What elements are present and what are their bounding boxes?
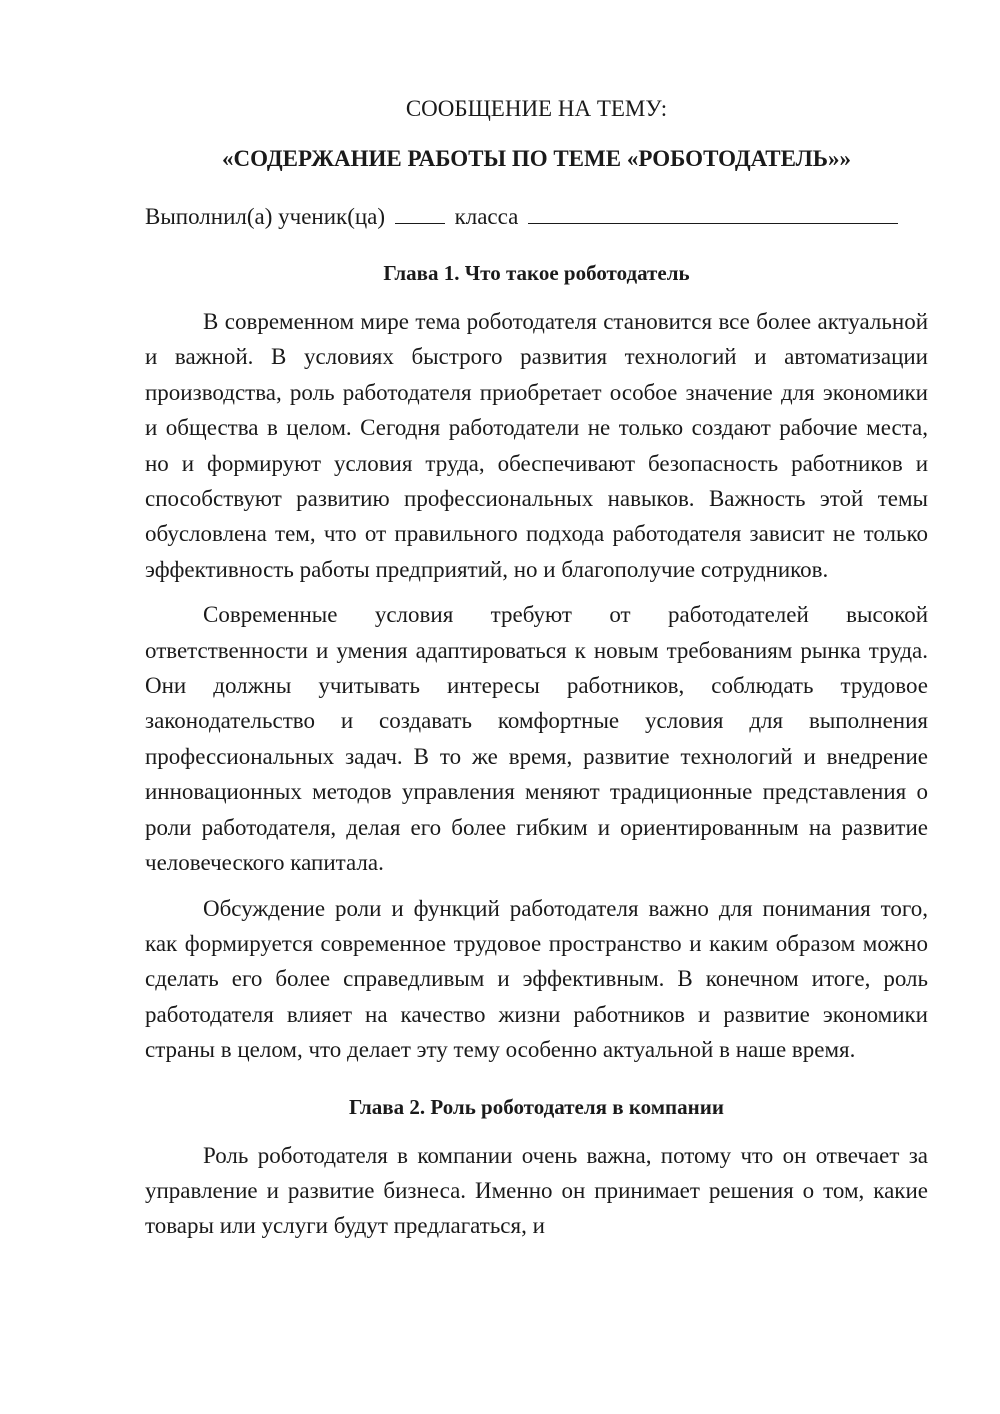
- chapter-2-paragraph-1: Роль роботодателя в компании очень важна, потому что он отвечает за управление и развитие бизнеса. Именно он принимает решения о том, какие товары или услуги будут предлагаться, и: [145, 1142, 928, 1239]
- class-label: класса: [454, 204, 519, 229]
- topic-heading: СООБЩЕНИЕ НА ТЕМУ:: [405, 96, 668, 121]
- author-label: Выполнил(а) ученик(ца): [145, 204, 386, 229]
- document-page: [145, 92, 928, 1244]
- class-number-blank: [395, 201, 445, 224]
- chapter-1-paragraph-3: Обсуждение роли и функций работодателя важно для понимания того, как формируется современное трудовое пространство и каким образом можно сделать его более справедливым и эффективным. В конечном итоге, роль работодателя влияет на качество жизни работников и развитие экономики страны в целом, что делает эту тему особенно актуальной в наше время.: [145, 895, 928, 1063]
- student-name-blank: [528, 201, 898, 224]
- chapter-2-title: Глава 2. Роль роботодателя в компании: [349, 1094, 724, 1119]
- chapter-1-title: Глава 1. Что такое роботодатель: [383, 261, 690, 285]
- chapter-1-paragraph-1: В современном мире тема роботодателя становится все более актуальной и важной. В условиях быстрого развития технологий и автоматизации производства, роль работодателя приобретает особое значение для экономики и общества в целом. Сегодня работодатели не только создают рабочие места, но и формируют условия труда, обеспечивают безопасность работников и способствуют развитию профессиональных навыков. Важность этой темы обусловлена тем, что от правильного подхода работодателя зависит не только эффективность работы предприятий, но и благополучие сотрудников.: [145, 309, 928, 582]
- topic-title: «СОДЕРЖАНИЕ РАБОТЫ ПО ТЕМЕ «РОБОТОДАТЕЛЬ»»: [222, 146, 851, 171]
- chapter-1-paragraph-2: Современные условия требуют от работодателей высокой ответственности и умения адаптироваться к новым требованиям рынка труда. Они должны учитывать интересы работников, соблюдать трудовое законодательство и создавать комфортные условия для выполнения профессиональных задач. В то же время, развитие технологий и внедрение инновационных методов управления меняют традиционные представления о роли работодателя, делая его более гибким и ориентированным на развитие человеческого капитала.: [145, 602, 928, 876]
- author-line: [145, 200, 928, 234]
